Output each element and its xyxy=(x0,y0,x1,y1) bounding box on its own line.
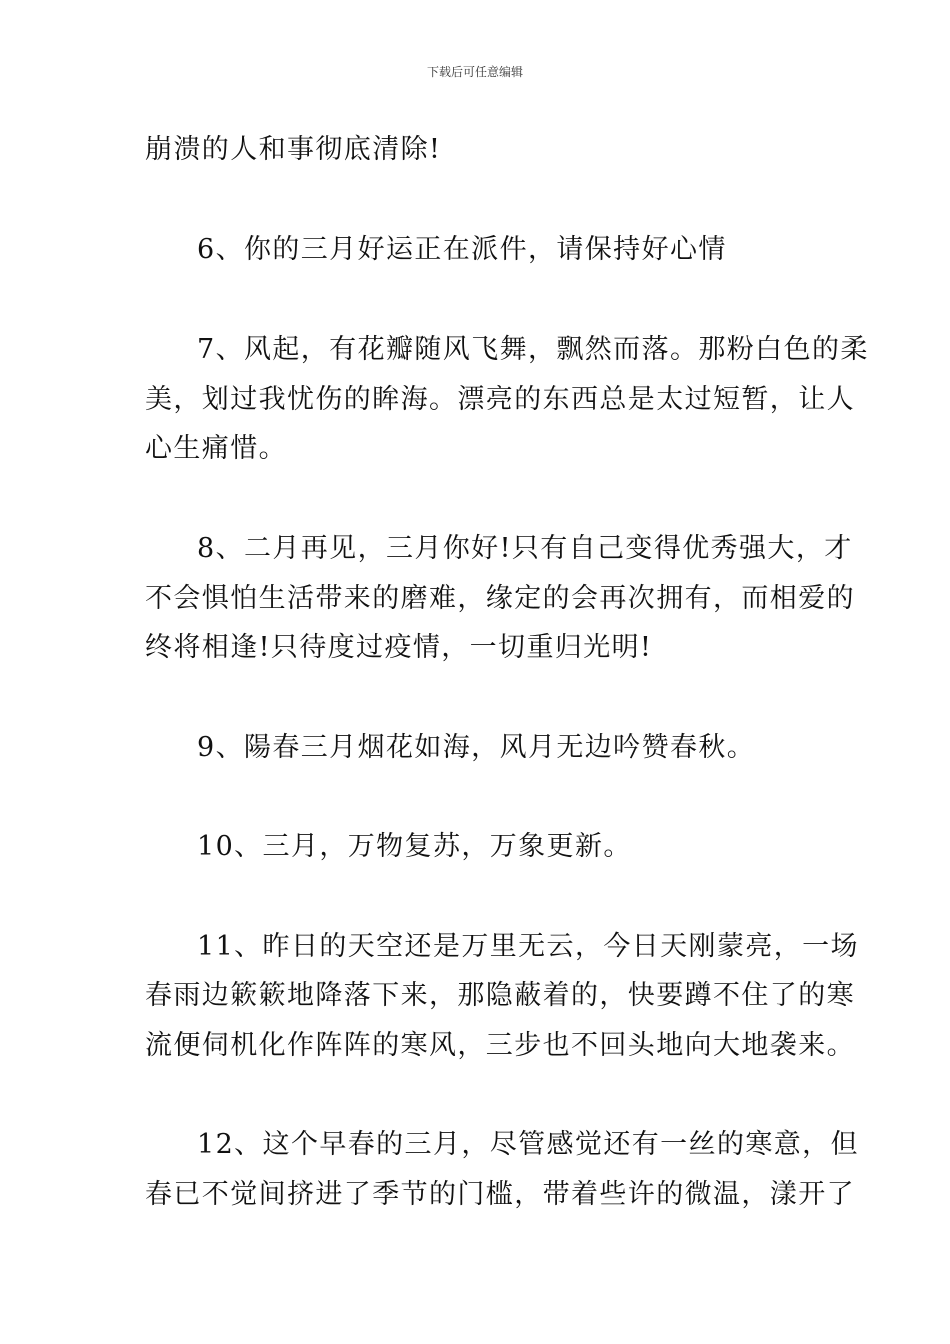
text-line: 崩溃的人和事彻底清除! xyxy=(145,134,442,165)
text-line: 12、这个早春的三月，尽管感觉还有一丝的寒意，但 xyxy=(197,1129,859,1160)
text-line: 春已不觉间挤进了季节的门槛，带着些许的微温，漾开了 xyxy=(145,1179,855,1210)
text-line: 11、昨日的天空还是万里无云，今日天刚蒙亮，一场 xyxy=(197,931,859,962)
text-line: 终将相逢!只待度过疫情，一切重归光明! xyxy=(145,632,653,663)
text-line: 10、三月，万物复苏，万象更新。 xyxy=(197,831,632,862)
text-line: 不会惧怕生活带来的磨难，缘定的会再次拥有，而相爱的 xyxy=(145,583,855,614)
text-line: 流便伺机化作阵阵的寒风，三步也不回头地向大地袭来。 xyxy=(145,1030,855,1061)
header-note: 下载后可任意编辑 xyxy=(426,65,523,79)
text-line: 8、二月再见，三月你好!只有自己变得优秀强大，才 xyxy=(197,533,853,564)
text-line: 9、陽春三月烟花如海，风月无边吟赞春秋。 xyxy=(197,732,756,763)
text-line: 春雨边簌簌地降落下来，那隐蔽着的，快要蹲不住了的寒 xyxy=(145,980,855,1011)
text-line: 美，划过我忧伤的眸海。漂亮的东西总是太过短暂，让人 xyxy=(145,384,855,415)
text-line: 6、你的三月好运正在派件，请保持好心情 xyxy=(197,234,727,265)
text-line: 心生痛惜。 xyxy=(145,433,287,464)
text-line: 7、风起，有花瓣随风飞舞，飘然而落。那粉白色的柔 xyxy=(197,334,869,365)
page-header xyxy=(0,64,950,80)
